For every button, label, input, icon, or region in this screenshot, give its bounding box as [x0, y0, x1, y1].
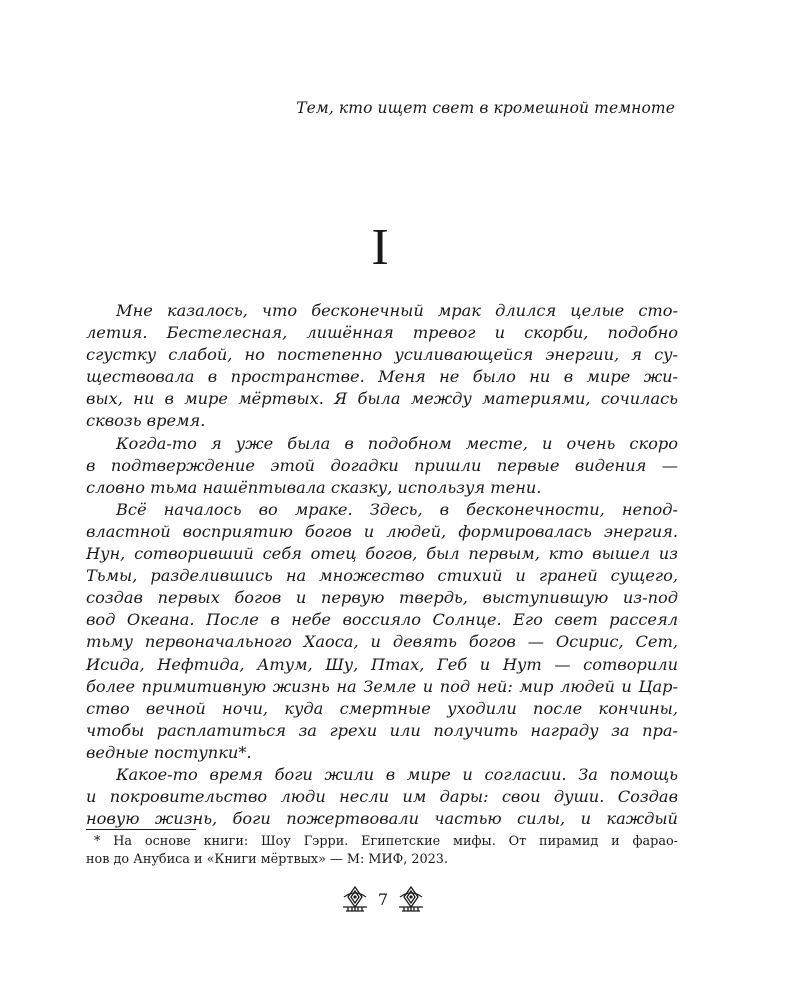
footnote-rule [86, 829, 196, 830]
body-line: властной восприятию богов и людей, формировалась энергия. [86, 521, 678, 541]
footnote-line: * На основе книги: Шоу Гэрри. Египетские мифы. От пирамид и фарао- [94, 834, 678, 849]
body-line: сквозь время. [86, 411, 206, 431]
page-number: 7 [377, 889, 389, 909]
body-line: ство вечной ночи, куда смертные уходили после кончины, [86, 698, 678, 718]
epigraph: Тем, кто ищет свет в кромешной темноте [296, 99, 675, 117]
body-line: Тьмы, разделившись на множество стихий и граней сущего, [86, 566, 678, 586]
body-line: ществовала в пространстве. Меня не было ни в мире жи- [86, 367, 678, 387]
body-line: создав первых богов и первую твердь, выступившую из-под [86, 588, 678, 608]
body-line: в подтверждение этой догадки пришли первые видения — [86, 455, 678, 475]
body-line: более примитивную жизнь на Земле и под ней: мир людей и Цар- [86, 676, 678, 696]
body-line: вод Океана. После в небе воссияло Солнце. Его свет рассеял [86, 610, 678, 630]
body-line: Исида, Нефтида, Атум, Шу, Птах, Геб и Нут — сотворили [86, 654, 678, 674]
page-folio [340, 884, 426, 914]
body-line: Когда-то я уже была в подобном месте, и очень скоро [116, 433, 678, 453]
body-line: новую жизнь, боги пожертвовали частью силы, и каждый [86, 809, 678, 829]
body-text [86, 300, 678, 830]
body-line: тьму первоначального Хаоса, и девять богов — Осирис, Сет, [86, 632, 678, 652]
body-line: Мне казалось, что бесконечный мрак длился целые сто- [116, 301, 678, 320]
body-line: летия. Бестелесная, лишённая тревог и скорби, подобно [86, 323, 678, 343]
body-line: вых, ни в мире мёртвых. Я была между материями, сочилась [86, 389, 678, 409]
body-line: сгустку слабой, но постепенно усиливающейся энергии, я су- [86, 345, 678, 365]
body-line: Нун, сотворивший себя отец богов, был первым, кто вышел из [86, 544, 678, 564]
body-line: чтобы расплатиться за грехи или получить награду за пра- [86, 720, 678, 740]
body-line: Всё началось во мраке. Здесь, в бесконечности, непод- [116, 499, 678, 519]
lotus-ornament-icon [340, 885, 370, 913]
chapter-number: I [371, 219, 389, 276]
body-line: словно тьма нашёптывала сказку, используя тени. [86, 477, 542, 497]
body-line: Какое-то время боги жили в мире и согласии. За помощь [116, 764, 678, 784]
lotus-ornament-icon [396, 885, 426, 913]
footnote [86, 833, 678, 869]
footnote-line: нов до Анубиса и «Книги мёртвых» — М: МИФ, 2023. [86, 852, 448, 867]
body-line: и покровительство люди несли им дары: свои души. Создав [86, 787, 678, 807]
body-line: ведные поступки*. [86, 742, 252, 762]
